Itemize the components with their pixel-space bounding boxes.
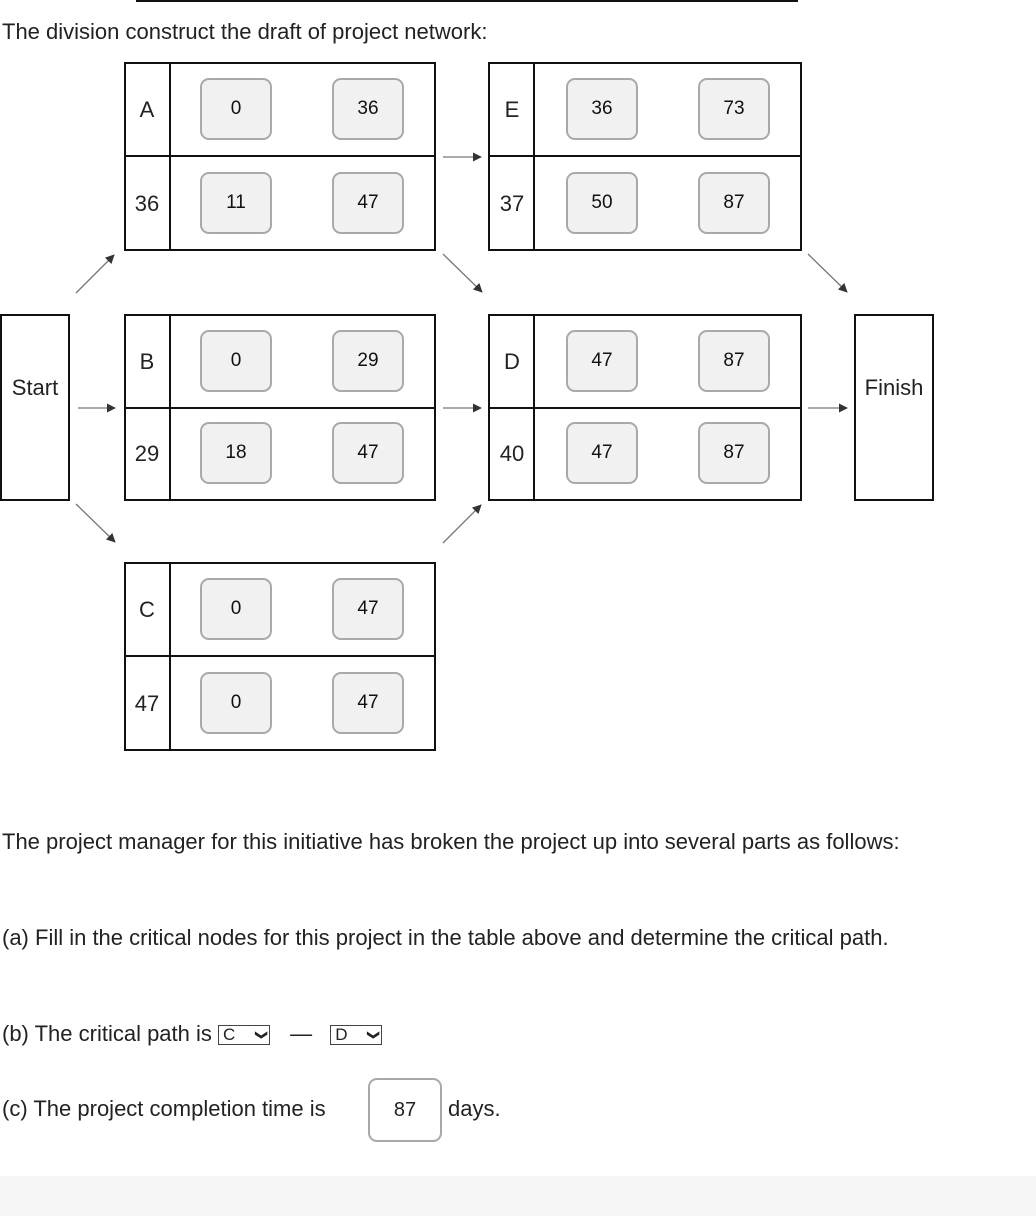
node-a-duration: 36: [134, 191, 160, 216]
start-label: Start: [11, 375, 59, 400]
node-b-column-divider: [169, 314, 171, 501]
chevron-down-icon: ❯: [367, 1030, 382, 1041]
start-node: [0, 314, 70, 501]
paragraph-intro: The project manager for this initiative has broken the project up into several parts as follows:: [2, 829, 900, 854]
critical-path-select-1[interactable]: [218, 1025, 270, 1045]
node-e-ef-field[interactable]: 73: [698, 78, 770, 140]
arrow-e-finish: [808, 254, 847, 292]
arrow-c-d: [443, 505, 481, 543]
node-e-lf-field[interactable]: 87: [698, 172, 770, 234]
path-separator: —: [290, 1021, 313, 1046]
chevron-down-icon: ❯: [255, 1030, 269, 1041]
node-e-es-field[interactable]: 36: [566, 78, 638, 140]
node-e-divider: [488, 155, 802, 157]
node-b-slack-field[interactable]: 18: [200, 422, 272, 484]
node-a-lf-field[interactable]: 47: [332, 172, 404, 234]
node-b-lf-field[interactable]: 47: [332, 422, 404, 484]
node-d-duration: 40: [499, 441, 525, 466]
part-c-prefix: (c) The project completion time is: [2, 1096, 326, 1121]
node-d-column-divider: [533, 314, 535, 501]
finish-label: Finish: [864, 375, 924, 400]
node-d-ef-field[interactable]: 87: [698, 330, 770, 392]
node-c-name: C: [139, 597, 155, 622]
arrow-start-a: [76, 255, 114, 293]
part-a-text: (a) Fill in the critical nodes for this project in the table above and determine the critical path.: [2, 925, 889, 950]
node-a-name: A: [139, 97, 155, 122]
part-b-prefix: (b) The critical path is: [2, 1021, 212, 1046]
node-c-column-divider: [169, 562, 171, 751]
node-d-lf-field[interactable]: 87: [698, 422, 770, 484]
completion-time-input[interactable]: 87: [368, 1078, 442, 1142]
node-e-name: E: [504, 97, 520, 122]
node-d-divider: [488, 407, 802, 409]
node-c-ef-field[interactable]: 47: [332, 578, 404, 640]
node-d-es-field[interactable]: 47: [566, 330, 638, 392]
critical-path-select-2-value: D: [335, 1025, 348, 1045]
node-d-name: D: [504, 349, 520, 374]
node-c-es-field[interactable]: 0: [200, 578, 272, 640]
critical-path-select-1-value: C: [223, 1025, 236, 1045]
node-e-column-divider: [533, 62, 535, 251]
node-c-duration: 47: [134, 691, 160, 716]
intro-text: The division construct the draft of project network:: [2, 19, 488, 44]
node-c-lf-field[interactable]: 47: [332, 672, 404, 734]
node-b-duration: 29: [134, 441, 160, 466]
node-a-slack-field[interactable]: 11: [200, 172, 272, 234]
node-a-es-field[interactable]: 0: [200, 78, 272, 140]
critical-path-select-2[interactable]: [330, 1025, 382, 1045]
node-a-ef-field[interactable]: 36: [332, 78, 404, 140]
arrow-a-d: [443, 254, 482, 292]
part-c-suffix: days.: [448, 1096, 501, 1121]
node-e-slack-field[interactable]: 50: [566, 172, 638, 234]
node-c-slack-field[interactable]: 0: [200, 672, 272, 734]
node-b-es-field[interactable]: 0: [200, 330, 272, 392]
arrow-start-c: [76, 504, 115, 542]
node-e-duration: 37: [499, 191, 525, 216]
node-d-slack-field[interactable]: 47: [566, 422, 638, 484]
node-b-name: B: [139, 349, 155, 374]
node-b-ef-field[interactable]: 29: [332, 330, 404, 392]
part-b-row: [2, 1016, 942, 1052]
node-a-column-divider: [169, 62, 171, 251]
finish-node: [854, 314, 934, 501]
bottom-strip: [0, 1176, 1036, 1216]
